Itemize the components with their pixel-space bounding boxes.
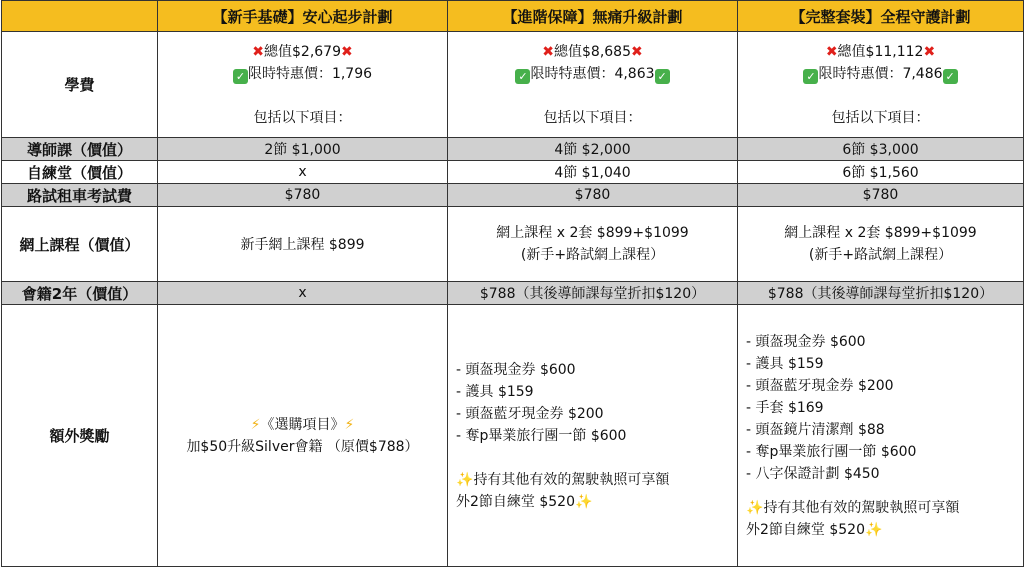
practice-label: 自練堂（價值） [2, 161, 158, 184]
promo-price: 限時特惠價：4,863 [530, 65, 655, 82]
green-check-icon: ✓ [943, 69, 958, 84]
bonus-label: 額外獎勵 [2, 305, 158, 567]
optional-item-text: 加$50升級Silver會籍 （原價$788） [186, 438, 419, 455]
optional-item-title: 《選購項目》 [260, 416, 345, 433]
license-note-cont: 外2節自練堂 $520 [456, 493, 575, 510]
exam-row [2, 184, 1024, 207]
bonus-plan-3 [738, 305, 1024, 567]
online-label: 網上課程（價值） [2, 207, 158, 282]
lightning-icon: ⚡ [344, 416, 355, 433]
online-plan-1: 新手網上課程 $899 [158, 207, 448, 282]
online-courses-line: 網上課程 x 2套 $899+$1099 [496, 225, 689, 241]
plan-1-title: 【新手基礎】安心起步計劃 [158, 1, 448, 32]
tuition-row [2, 32, 1024, 138]
bonus-item: - 頭盔現金券 $600 [746, 333, 866, 350]
practice-plan-3: 6節 $1,560 [738, 161, 1024, 184]
online-plan-3 [738, 207, 1024, 282]
bonus-plan-1 [158, 305, 448, 567]
plan-2-title: 【進階保障】無痛升級計劃 [448, 1, 738, 32]
membership-plan-3: $788（其後導師課每堂折扣$120） [738, 282, 1024, 305]
bonus-item: - 頭盔藍牙現金券 $200 [746, 377, 894, 394]
mentor-label: 導師課（價值） [2, 138, 158, 161]
red-cross-icon: ✖ [341, 43, 353, 60]
exam-label: 路試租車考試費 [2, 184, 158, 207]
online-plan-2 [448, 207, 738, 282]
membership-plan-1: x [158, 282, 448, 305]
practice-plan-2: 4節 $1,040 [448, 161, 738, 184]
exam-plan-1: $780 [158, 184, 448, 207]
mentor-plan-3: 6節 $3,000 [738, 138, 1024, 161]
online-courses-line: 網上課程 x 2套 $899+$1099 [784, 225, 977, 241]
bonus-row [2, 305, 1024, 567]
promo-price: 限時特惠價：7,486 [818, 65, 943, 82]
red-cross-icon: ✖ [923, 43, 936, 60]
bonus-item: - 奪p畢業旅行團一節 $600 [456, 427, 627, 444]
bonus-item: - 頭盔現金券 $600 [456, 361, 576, 378]
membership-label: 會籍2年（價值） [2, 282, 158, 305]
online-courses-note: (新手+路試網上課程） [808, 247, 953, 263]
sparkles-icon: ✨ [865, 521, 883, 538]
bonus-item: - 手套 $169 [746, 399, 824, 416]
original-price: 總值$8,685 [554, 43, 631, 60]
tuition-label: 學費 [2, 32, 158, 138]
original-price: 總值$11,112 [837, 43, 924, 60]
green-check-icon: ✓ [803, 69, 818, 84]
membership-row [2, 282, 1024, 305]
includes-text: 包括以下項目： [253, 109, 352, 126]
online-courses-note: (新手+路試網上課程） [520, 247, 665, 263]
red-cross-icon: ✖ [542, 43, 554, 60]
bonus-plan-2 [448, 305, 738, 567]
license-note: 持有其他有效的駕駛執照可享額 [473, 471, 670, 488]
lightning-icon: ⚡ [250, 416, 261, 433]
mentor-row [2, 138, 1024, 161]
license-note-cont: 外2節自練堂 $520 [746, 521, 865, 538]
green-check-icon: ✓ [515, 69, 530, 84]
tuition-plan-2 [448, 32, 738, 138]
exam-plan-2: $780 [448, 184, 738, 207]
practice-row [2, 161, 1024, 184]
original-price: 總值$2,679 [264, 43, 341, 60]
bonus-item: - 頭盔藍牙現金券 $200 [456, 405, 604, 422]
tuition-plan-3 [738, 32, 1024, 138]
license-note: 持有其他有效的駕駛執照可享額 [763, 499, 960, 516]
bonus-item: - 護具 $159 [456, 383, 534, 400]
mentor-plan-1: 2節 $1,000 [158, 138, 448, 161]
header-row [2, 1, 1024, 32]
green-check-icon: ✓ [655, 69, 670, 84]
sparkles-icon: ✨ [456, 471, 474, 488]
membership-plan-2: $788（其後導師課每堂折扣$120） [448, 282, 738, 305]
red-cross-icon: ✖ [631, 43, 643, 60]
green-check-icon: ✓ [233, 69, 248, 84]
tuition-plan-1 [158, 32, 448, 138]
includes-text: 包括以下項目： [831, 109, 930, 126]
sparkles-icon: ✨ [575, 493, 593, 510]
red-cross-icon: ✖ [252, 43, 264, 60]
mentor-plan-2: 4節 $2,000 [448, 138, 738, 161]
bonus-item: - 頭盔鏡片清潔劑 $88 [746, 421, 885, 438]
bonus-item: - 八字保證計劃 $450 [746, 465, 880, 482]
header-corner [2, 1, 158, 32]
exam-plan-3: $780 [738, 184, 1024, 207]
plan-comparison-table [1, 0, 1024, 567]
red-cross-icon: ✖ [825, 43, 838, 60]
promo-price: 限時特惠價：1,796 [247, 65, 373, 82]
practice-plan-1: x [158, 161, 448, 184]
bonus-item: - 奪p畢業旅行團一節 $600 [746, 443, 917, 460]
online-row [2, 207, 1024, 282]
sparkles-icon: ✨ [746, 499, 764, 516]
includes-text: 包括以下項目： [543, 109, 642, 126]
bonus-item: - 護具 $159 [746, 355, 824, 372]
plan-3-title: 【完整套裝】全程守護計劃 [738, 1, 1024, 32]
